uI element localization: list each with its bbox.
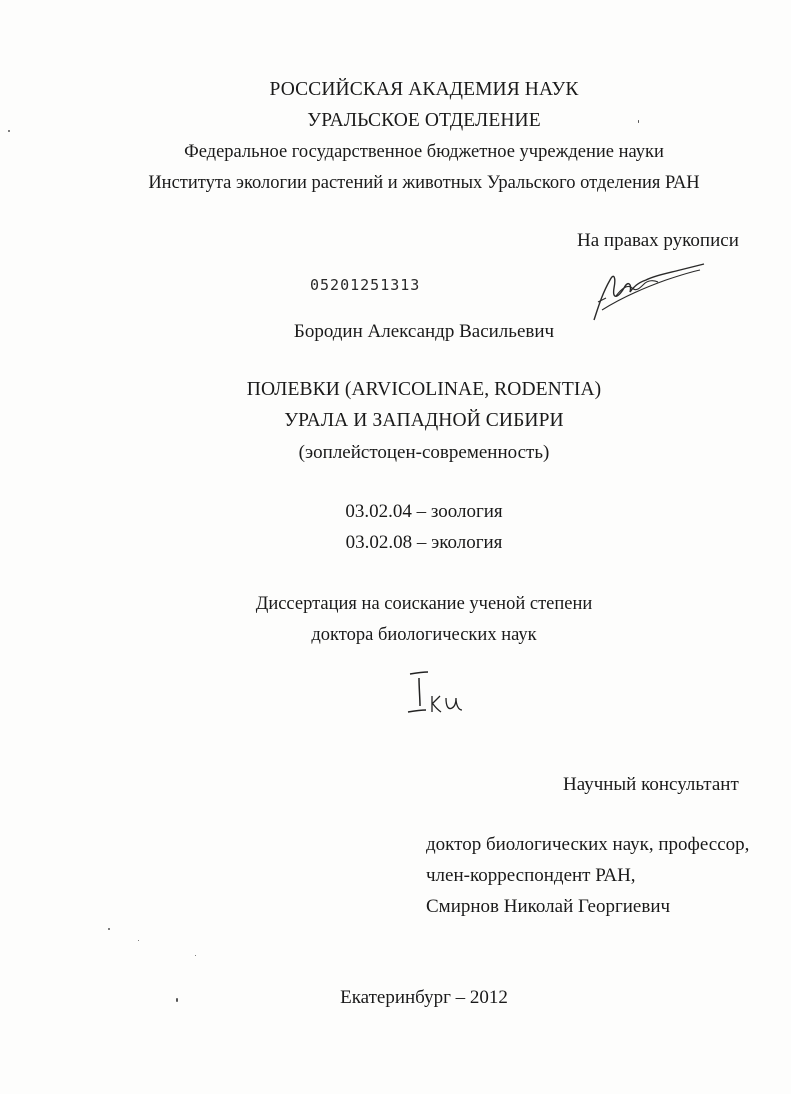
consultant-label: Научный консультант xyxy=(563,774,739,795)
institute-name: Института экологии растений и животных Уральского отделения РАН xyxy=(148,173,700,193)
dissertation-subtitle: (эоплейстоцен-современность) xyxy=(298,442,550,463)
branch-heading: УРАЛЬСКОЕ ОТДЕЛЕНИЕ xyxy=(307,110,541,131)
manuscript-rights-note: На правах рукописи xyxy=(577,230,739,251)
specialty-code: 03.02.04 – зоология xyxy=(345,501,503,522)
scan-speck xyxy=(138,940,139,941)
scan-speck xyxy=(176,998,178,1002)
dissertation-title-line1: ПОЛЕВКИ (ARVICOLINAE, RODENTIA) xyxy=(246,379,602,400)
academy-heading: РОССИЙСКАЯ АКАДЕМИЯ НАУК xyxy=(269,79,579,100)
scan-speck xyxy=(8,130,10,132)
scan-speck xyxy=(108,928,110,930)
institution-type: Федеральное государственное бюджетное учреждение науки xyxy=(184,142,664,162)
signature-icon xyxy=(588,258,708,328)
scan-speck xyxy=(195,955,196,956)
dissertation-title-line2: УРАЛА И ЗАПАДНОЙ СИБИРИ xyxy=(284,410,564,431)
author-name: Бородин Александр Васильевич xyxy=(293,321,555,342)
city-year: Екатеринбург – 2012 xyxy=(340,987,508,1008)
consultant-degree: доктор биологических наук, профессор, xyxy=(426,834,750,855)
handwritten-volume-mark xyxy=(404,668,476,718)
degree-line2: доктора биологических наук xyxy=(311,625,537,645)
specialty-code: 03.02.08 – экология xyxy=(345,532,503,553)
degree-line1: Диссертация на соискание ученой степени xyxy=(255,594,593,614)
consultant-name: Смирнов Николай Георгиевич xyxy=(426,896,671,917)
registry-number-stamp: 05201251313 xyxy=(310,276,421,294)
scan-speck xyxy=(638,120,639,123)
consultant-title: член-корреспондент РАН, xyxy=(426,865,636,886)
